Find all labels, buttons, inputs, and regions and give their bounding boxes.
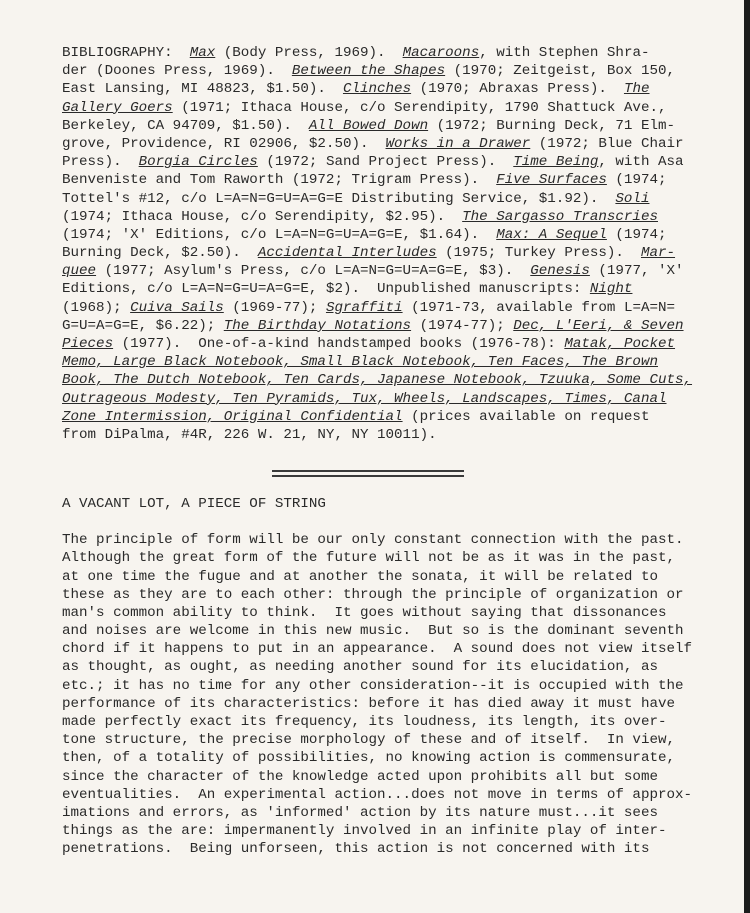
bibliography-text: G=U=A=G=E, $6.22); bbox=[62, 317, 224, 334]
bibliography-text: Burning Deck, $2.50). bbox=[62, 245, 258, 262]
book-title: All Bowed Down bbox=[308, 117, 429, 134]
bibliography-text: BIBLIOGRAPHY: bbox=[62, 45, 190, 61]
book-title: Pieces bbox=[62, 336, 114, 352]
essay-line: etc.; it has no time for any other consideration--it is occupied with the bbox=[62, 677, 684, 694]
bibliography-text: (1974; Ithaca House, c/o Serendipity, $2.95). bbox=[62, 208, 463, 225]
bibliography-line bbox=[62, 317, 730, 335]
essay-line: eventualities. An experimental action...does not move in terms of approx- bbox=[62, 786, 693, 803]
bibliography-text: (1972; Blue Chair bbox=[530, 135, 684, 152]
book-title: Sgraffiti bbox=[325, 299, 403, 316]
book-title: Between the Shapes bbox=[291, 63, 446, 80]
essay-line: and noises are welcome in this new music. But so is the dominant seventh bbox=[62, 623, 684, 640]
book-title: Night bbox=[589, 281, 633, 298]
bibliography-text: (Body Press, 1969). bbox=[215, 45, 403, 61]
bibliography-line bbox=[62, 226, 730, 244]
book-title: Clinches bbox=[342, 81, 412, 98]
bibliography-text: Benveniste and Tom Raworth (1972; Trigram Press). bbox=[62, 172, 497, 189]
bibliography-text: (1972; Sand Project Press). bbox=[257, 154, 514, 171]
book-title: Works in a Drawer bbox=[385, 135, 531, 152]
bibliography-text: from DiPalma, #4R, 226 W. 21, NY, NY 10011). bbox=[62, 426, 437, 443]
bibliography-text: (prices available on request bbox=[402, 408, 650, 425]
bibliography-text: (1971; Ithaca House, c/o Serendipity, 1790 Shattuck Ave., bbox=[172, 99, 667, 116]
bibliography-text: Tottel's #12, c/o L=A=N=G=U=A=G=E Distributing Service, $1.92). bbox=[62, 190, 616, 207]
bibliography-line bbox=[62, 426, 730, 444]
essay-line: then, of a totality of possibilities, no knowing action is commensurate, bbox=[62, 750, 675, 767]
book-title: Borgia Circles bbox=[138, 154, 258, 171]
bibliography-text: Press). bbox=[62, 154, 139, 171]
book-title: Zone Intermission, Original Confidential bbox=[62, 408, 403, 425]
book-title: Outrageous Modesty, Ten Pyramids, Tux, Wheels, Landscapes, Times, Canal bbox=[62, 390, 667, 407]
bibliography-line bbox=[62, 208, 730, 226]
book-title: Max bbox=[189, 45, 216, 61]
bibliography-text: der (Doones Press, 1969). bbox=[62, 63, 292, 80]
essay-line: since the character of the knowledge acted upon prohibits all but some bbox=[62, 768, 658, 785]
bibliography-text: (1970; Abraxas Press). bbox=[411, 81, 624, 98]
book-title: Accidental Interludes bbox=[257, 245, 437, 262]
bibliography-line bbox=[62, 371, 730, 389]
essay-line: penetrations. Being unforseen, this action is not concerned with its bbox=[62, 841, 650, 858]
book-title: The Birthday Notations bbox=[223, 317, 412, 334]
bibliography-line bbox=[62, 408, 730, 426]
essay-line: these as they are to each other: through the principle of organization or bbox=[62, 586, 684, 603]
bibliography-line bbox=[62, 353, 730, 371]
essay-line: chord if it happens to put in an appearance. A sound does not view itself bbox=[62, 641, 693, 658]
book-title: Gallery Goers bbox=[62, 99, 173, 116]
bibliography-text: East Lansing, MI 48823, $1.50). bbox=[62, 81, 343, 98]
essay-line: made perfectly exact its frequency, its loudness, its length, its over- bbox=[62, 714, 667, 730]
bibliography-paragraph bbox=[62, 44, 730, 444]
book-title: Time Being bbox=[513, 154, 599, 171]
bibliography-line bbox=[62, 80, 730, 98]
bibliography-text: (1977). One-of-a-kind handstamped books (1976-78): bbox=[113, 336, 565, 352]
book-title: The bbox=[623, 81, 650, 98]
book-title: Memo, Large Black Notebook, Small Black Notebook, Ten Faces, The Brown bbox=[62, 354, 658, 371]
bibliography-text: (1974; bbox=[606, 172, 667, 189]
bibliography-text: , with Stephen Shra- bbox=[479, 45, 650, 61]
book-title: Mar- bbox=[640, 245, 676, 262]
book-title: The Sargasso Transcries bbox=[462, 208, 658, 225]
bibliography-line bbox=[62, 62, 730, 80]
bibliography-text: (1970; Zeitgeist, Box 150, bbox=[445, 63, 675, 80]
bibliography-text: Berkeley, CA 94709, $1.50). bbox=[62, 117, 309, 134]
book-title: Cuiva Sails bbox=[130, 299, 224, 316]
bibliography-text: , with Asa bbox=[598, 154, 684, 171]
bibliography-text: (1969-77); bbox=[223, 299, 326, 316]
essay-line: as thought, as ought, as needing another sound for its elucidation, as bbox=[62, 659, 658, 676]
bibliography-text: Editions, c/o L=A=N=G=U=A=G=E, $2). Unpublished manuscripts: bbox=[62, 281, 590, 298]
bibliography-line bbox=[62, 135, 730, 153]
bibliography-line bbox=[62, 44, 730, 62]
bibliography-line bbox=[62, 171, 730, 189]
bibliography-text: (1972; Burning Deck, 71 Elm- bbox=[428, 117, 676, 134]
essay-paragraph bbox=[62, 531, 730, 858]
section-divider bbox=[272, 470, 464, 477]
bibliography-line bbox=[62, 335, 730, 353]
essay-line: Although the great form of the future will not be as it was in the past, bbox=[62, 550, 675, 567]
bibliography-text: grove, Providence, RI 02906, $2.50). bbox=[62, 135, 386, 152]
bibliography-text: (1968); bbox=[62, 299, 131, 316]
essay-line: man's common ability to think. It goes without saying that dissonances bbox=[62, 604, 667, 621]
bibliography-line bbox=[62, 99, 730, 117]
bibliography-line bbox=[62, 280, 730, 298]
book-title: Genesis bbox=[530, 263, 590, 280]
essay-title: A VACANT LOT, A PIECE OF STRING bbox=[62, 496, 326, 513]
bibliography-line bbox=[62, 299, 730, 317]
essay-line: things as the are: impermanently involved in an infinite play of inter- bbox=[62, 823, 667, 840]
book-title: Macaroons bbox=[402, 45, 480, 61]
essay-line: tone structure, the precise morphology of these and of itself. In view, bbox=[62, 732, 675, 749]
book-title: Dec, L'Eeri, & Seven bbox=[513, 317, 684, 334]
bibliography-text: (1974-77); bbox=[411, 317, 514, 334]
bibliography-text: (1974; bbox=[606, 226, 667, 243]
bibliography-line bbox=[62, 262, 730, 280]
bibliography-line bbox=[62, 153, 730, 171]
essay-line: at one time the fugue and at another the sonata, it will be related to bbox=[62, 568, 658, 585]
bibliography-line bbox=[62, 244, 730, 262]
book-title: Matak, Pocket bbox=[564, 336, 676, 352]
bibliography-text: (1971-73, available from L=A=N= bbox=[402, 299, 676, 316]
bibliography-line bbox=[62, 117, 730, 135]
bibliography-text: (1974; 'X' Editions, c/o L=A=N=G=U=A=G=E, $1.64). bbox=[62, 226, 497, 243]
bibliography-text: (1975; Turkey Press). bbox=[436, 245, 641, 262]
bibliography-text: (1977; Asylum's Press, c/o L=A=N=G=U=A=G=E, $3). bbox=[96, 263, 531, 280]
book-title: quee bbox=[62, 263, 97, 280]
book-title: Max: A Sequel bbox=[496, 226, 607, 243]
essay-line: The principle of form will be our only constant connection with the past. bbox=[62, 532, 684, 549]
essay-line: performance of its characteristics: before it has died away it must have bbox=[62, 695, 675, 712]
bibliography-line bbox=[62, 190, 730, 208]
book-title: Book, The Dutch Notebook, Ten Cards, Japanese Notebook, Tzuuka, Some Cuts, bbox=[62, 372, 693, 389]
book-title: Soli bbox=[615, 190, 650, 207]
bibliography-line bbox=[62, 390, 730, 408]
bibliography-text: (1977, 'X' bbox=[589, 263, 684, 280]
book-title: Five Surfaces bbox=[496, 172, 607, 189]
essay-line: imations and errors, as 'informed' action by its nature must...it sees bbox=[62, 804, 658, 821]
